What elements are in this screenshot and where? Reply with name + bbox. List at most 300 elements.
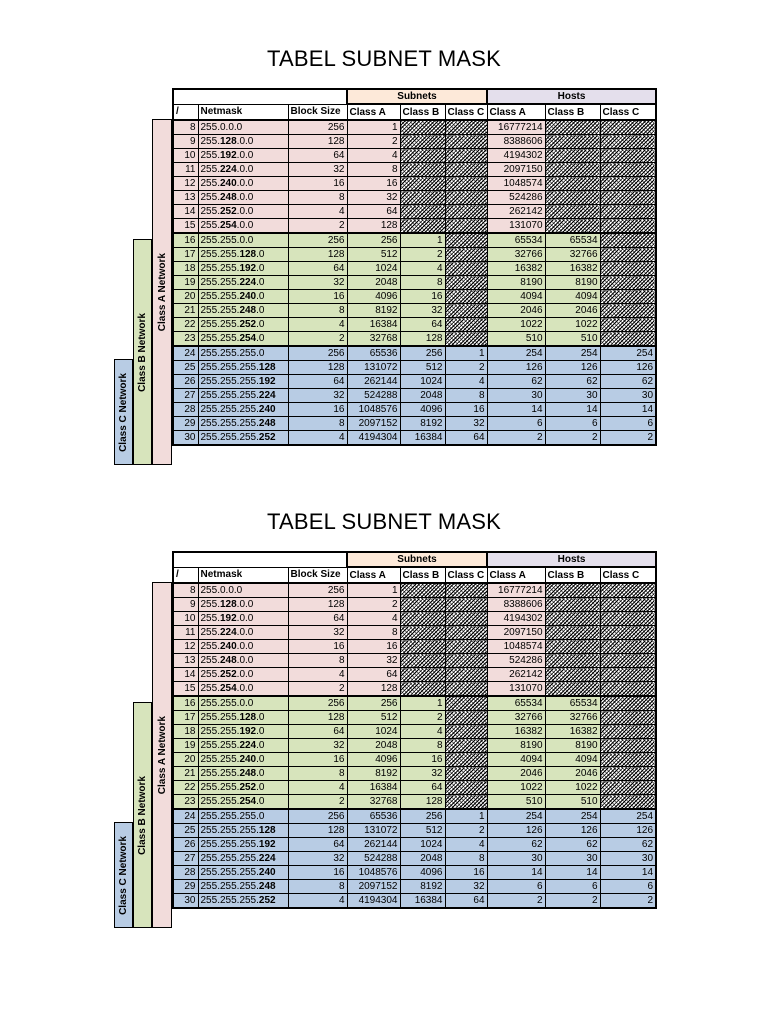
hosts-class-c-not-applicable (600, 795, 656, 810)
prefix-cell: 11 (173, 626, 198, 640)
block-size-cell: 64 (288, 838, 347, 852)
hosts-class-c-not-applicable (600, 219, 656, 234)
subnets-class-a-cell: 32 (347, 191, 400, 205)
block-size-cell: 128 (288, 711, 347, 725)
subnets-class-b-cell: 8 (400, 739, 445, 753)
page-title: TABEL SUBNET MASK (266, 509, 502, 534)
table-row (173, 866, 656, 880)
subnets-class-b-cell: 256 (400, 809, 445, 824)
hosts-class-a-cell: 8190 (487, 739, 545, 753)
netmask-cell: 255.0.0.0 (198, 120, 288, 135)
netmask-cell: 255.255.255.240 (198, 403, 288, 417)
network-label-text: Class A Network (156, 715, 168, 795)
hosts-class-c-not-applicable (600, 598, 656, 612)
netmask-cell: 255.252.0.0 (198, 205, 288, 219)
column-header-subnets-class-a: Class A (347, 104, 400, 120)
subnets-class-c-not-applicable (445, 290, 487, 304)
block-size-cell: 32 (288, 389, 347, 403)
subnets-class-a-cell: 16384 (347, 318, 400, 332)
subnets-class-a-cell: 512 (347, 711, 400, 725)
block-size-cell: 2 (288, 332, 347, 347)
hosts-class-a-cell: 126 (487, 361, 545, 375)
subnets-class-a-cell: 4096 (347, 753, 400, 767)
hosts-class-b-not-applicable (545, 163, 600, 177)
prefix-cell: 27 (173, 852, 198, 866)
table-row (173, 682, 656, 697)
subnets-class-c-cell: 2 (445, 361, 487, 375)
hosts-class-c-cell: 30 (600, 852, 656, 866)
subnets-class-b-cell: 32 (400, 304, 445, 318)
hosts-class-a-cell: 6 (487, 880, 545, 894)
prefix-cell: 13 (173, 654, 198, 668)
table-row (173, 894, 656, 909)
hosts-class-c-not-applicable (600, 276, 656, 290)
hosts-class-b-cell: 510 (545, 332, 600, 347)
table-row (173, 767, 656, 781)
table-row (173, 290, 656, 304)
hosts-class-b-cell: 30 (545, 389, 600, 403)
hosts-class-a-cell: 6 (487, 417, 545, 431)
table-row (173, 838, 656, 852)
block-size-cell: 128 (288, 361, 347, 375)
subnets-class-c-not-applicable (445, 233, 487, 248)
subnets-class-c-not-applicable (445, 696, 487, 711)
column-header-prefix: / (173, 104, 198, 120)
subnets-class-c-not-applicable (445, 795, 487, 810)
subnets-class-c-not-applicable (445, 711, 487, 725)
prefix-cell: 28 (173, 866, 198, 880)
table-row (173, 654, 656, 668)
netmask-cell: 255.254.0.0 (198, 219, 288, 234)
subnets-class-b-not-applicable (400, 640, 445, 654)
subnets-class-c-not-applicable (445, 682, 487, 697)
subnet-mask-table (172, 551, 657, 909)
subnets-class-c-not-applicable (445, 205, 487, 219)
network-label-text: Class C Network (118, 835, 129, 915)
prefix-cell: 24 (173, 346, 198, 361)
hosts-class-b-cell: 254 (545, 809, 600, 824)
hosts-class-b-cell: 1022 (545, 781, 600, 795)
hosts-class-b-cell: 32766 (545, 711, 600, 725)
subnets-class-b-cell: 4 (400, 262, 445, 276)
hosts-class-a-cell: 524286 (487, 654, 545, 668)
hosts-class-c-not-applicable (600, 654, 656, 668)
table-row (173, 219, 656, 234)
subnets-class-a-cell: 128 (347, 682, 400, 697)
column-header-row (173, 104, 656, 120)
hosts-class-b-cell: 2046 (545, 304, 600, 318)
table-row (173, 304, 656, 318)
netmask-cell: 255.255.255.192 (198, 838, 288, 852)
subnets-class-b-cell: 16 (400, 290, 445, 304)
table-row (173, 598, 656, 612)
block-size-cell: 4 (288, 318, 347, 332)
prefix-cell: 30 (173, 431, 198, 446)
subnets-class-c-not-applicable (445, 163, 487, 177)
subnets-class-a-cell: 2048 (347, 739, 400, 753)
prefix-cell: 20 (173, 290, 198, 304)
netmask-cell: 255.255.192.0 (198, 262, 288, 276)
subnets-class-c-cell: 64 (445, 894, 487, 909)
subnets-class-c-not-applicable (445, 668, 487, 682)
prefix-cell: 27 (173, 389, 198, 403)
table-row (173, 262, 656, 276)
prefix-cell: 12 (173, 177, 198, 191)
column-header-subnets-class-c: Class C (445, 104, 487, 120)
hosts-class-c-not-applicable (600, 767, 656, 781)
hosts-class-c-cell: 254 (600, 809, 656, 824)
hosts-class-c-cell: 2 (600, 431, 656, 446)
subnet-mask-table (172, 88, 657, 446)
hosts-class-a-cell: 510 (487, 795, 545, 810)
table-row (173, 135, 656, 149)
subnets-class-c-cell: 64 (445, 431, 487, 446)
block-size-cell: 16 (288, 753, 347, 767)
subnets-class-a-cell: 262144 (347, 375, 400, 389)
hosts-class-b-cell: 254 (545, 346, 600, 361)
hosts-class-c-not-applicable (600, 205, 656, 219)
hosts-class-c-not-applicable (600, 120, 656, 135)
subnets-class-b-not-applicable (400, 626, 445, 640)
subnets-class-b-cell: 2048 (400, 389, 445, 403)
hosts-class-a-cell: 1022 (487, 781, 545, 795)
hosts-class-a-cell: 524286 (487, 191, 545, 205)
subnets-class-a-cell: 2097152 (347, 880, 400, 894)
table-row (173, 431, 656, 446)
prefix-cell: 14 (173, 668, 198, 682)
hosts-class-a-cell: 262142 (487, 205, 545, 219)
block-size-cell: 16 (288, 866, 347, 880)
column-header-hosts-class-b: Class B (545, 567, 600, 583)
hosts-class-b-cell: 6 (545, 417, 600, 431)
hosts-class-c-not-applicable (600, 640, 656, 654)
hosts-class-a-cell: 62 (487, 375, 545, 389)
column-header-hosts-class-c: Class C (600, 567, 656, 583)
prefix-cell: 16 (173, 696, 198, 711)
subnets-class-a-cell: 512 (347, 248, 400, 262)
hosts-class-a-cell: 2046 (487, 767, 545, 781)
prefix-cell: 17 (173, 248, 198, 262)
subnets-class-b-not-applicable (400, 191, 445, 205)
hosts-class-b-cell: 65534 (545, 696, 600, 711)
subnets-header: Subnets (347, 89, 487, 104)
subnets-class-c-cell: 8 (445, 852, 487, 866)
hosts-class-b-cell: 6 (545, 880, 600, 894)
subnets-class-a-cell: 2048 (347, 276, 400, 290)
block-size-cell: 8 (288, 880, 347, 894)
subnets-class-c-not-applicable (445, 626, 487, 640)
subnets-class-a-cell: 1024 (347, 725, 400, 739)
block-size-cell: 256 (288, 696, 347, 711)
block-size-cell: 2 (288, 219, 347, 234)
subnets-class-b-cell: 8192 (400, 880, 445, 894)
netmask-cell: 255.255.248.0 (198, 767, 288, 781)
hosts-class-c-not-applicable (600, 304, 656, 318)
hosts-class-a-cell: 4094 (487, 753, 545, 767)
hosts-class-b-cell: 62 (545, 375, 600, 389)
subnets-class-a-cell: 262144 (347, 838, 400, 852)
hosts-class-b-not-applicable (545, 205, 600, 219)
subnets-class-a-cell: 16384 (347, 781, 400, 795)
hosts-class-a-cell: 30 (487, 389, 545, 403)
prefix-cell: 28 (173, 403, 198, 417)
hosts-class-b-cell: 8190 (545, 276, 600, 290)
hosts-class-b-cell: 1022 (545, 318, 600, 332)
subnets-class-a-cell: 8 (347, 163, 400, 177)
block-size-cell: 16 (288, 403, 347, 417)
hosts-class-c-cell: 126 (600, 824, 656, 838)
hosts-class-c-not-applicable (600, 739, 656, 753)
subnets-class-a-cell: 4194304 (347, 894, 400, 909)
network-label-text: Class A Network (156, 252, 168, 332)
block-size-cell: 8 (288, 417, 347, 431)
hosts-class-b-not-applicable (545, 668, 600, 682)
hosts-class-b-not-applicable (545, 682, 600, 697)
subnets-class-c-not-applicable (445, 739, 487, 753)
table-row (173, 696, 656, 711)
prefix-cell: 14 (173, 205, 198, 219)
hosts-class-a-cell: 1048574 (487, 640, 545, 654)
subnets-class-a-cell: 1024 (347, 262, 400, 276)
subnets-class-b-cell: 1 (400, 696, 445, 711)
subnets-class-a-cell: 16 (347, 177, 400, 191)
hosts-class-b-cell: 126 (545, 361, 600, 375)
hosts-class-c-cell: 6 (600, 880, 656, 894)
block-size-cell: 128 (288, 248, 347, 262)
subnet-mask-sheet (0, 44, 768, 474)
column-header-subnets-class-b: Class B (400, 567, 445, 583)
network-label-text: Class B Network (137, 775, 148, 855)
netmask-cell: 255.255.248.0 (198, 304, 288, 318)
netmask-cell: 255.255.224.0 (198, 739, 288, 753)
table-row (173, 149, 656, 163)
table-row (173, 205, 656, 219)
hosts-class-a-cell: 2 (487, 431, 545, 446)
hosts-header: Hosts (487, 552, 656, 567)
hosts-class-c-not-applicable (600, 682, 656, 697)
netmask-cell: 255.255.255.224 (198, 852, 288, 866)
table-row (173, 612, 656, 626)
table-row (173, 120, 656, 135)
table-row (173, 417, 656, 431)
subnets-class-b-not-applicable (400, 149, 445, 163)
subnets-class-c-cell: 8 (445, 389, 487, 403)
column-header-hosts-class-a: Class A (487, 104, 545, 120)
block-size-cell: 32 (288, 163, 347, 177)
column-header-row (173, 567, 656, 583)
block-size-cell: 8 (288, 767, 347, 781)
netmask-cell: 255.255.255.128 (198, 824, 288, 838)
subnets-header: Subnets (347, 552, 487, 567)
subnets-class-c-not-applicable (445, 781, 487, 795)
subnets-class-a-cell: 4096 (347, 290, 400, 304)
hosts-class-b-cell: 14 (545, 866, 600, 880)
subnet-mask-sheet (0, 507, 768, 937)
hosts-class-b-cell: 65534 (545, 233, 600, 248)
subnets-class-b-not-applicable (400, 583, 445, 598)
hosts-class-c-not-applicable (600, 248, 656, 262)
netmask-cell: 255.255.252.0 (198, 781, 288, 795)
block-size-cell: 8 (288, 304, 347, 318)
subnets-class-a-cell: 2097152 (347, 417, 400, 431)
table-row (173, 361, 656, 375)
hosts-class-a-cell: 14 (487, 866, 545, 880)
prefix-cell: 12 (173, 640, 198, 654)
subnets-class-c-not-applicable (445, 304, 487, 318)
subnets-class-c-cell: 32 (445, 880, 487, 894)
subnets-class-a-cell: 8192 (347, 304, 400, 318)
subnets-class-b-cell: 256 (400, 346, 445, 361)
subnets-class-c-not-applicable (445, 332, 487, 347)
hosts-class-b-cell: 2046 (545, 767, 600, 781)
subnets-class-b-cell: 8 (400, 276, 445, 290)
subnets-class-b-cell: 4096 (400, 403, 445, 417)
header-spacer (173, 552, 347, 567)
hosts-class-b-not-applicable (545, 135, 600, 149)
netmask-cell: 255.252.0.0 (198, 668, 288, 682)
table-row (173, 346, 656, 361)
hosts-class-a-cell: 1048574 (487, 177, 545, 191)
hosts-class-a-cell: 2 (487, 894, 545, 909)
subnets-class-a-cell: 64 (347, 205, 400, 219)
subnets-class-c-not-applicable (445, 191, 487, 205)
block-size-cell: 4 (288, 668, 347, 682)
hosts-class-c-cell: 14 (600, 403, 656, 417)
hosts-class-c-not-applicable (600, 725, 656, 739)
block-size-cell: 64 (288, 149, 347, 163)
prefix-cell: 9 (173, 598, 198, 612)
netmask-cell: 255.255.0.0 (198, 696, 288, 711)
prefix-cell: 15 (173, 219, 198, 234)
hosts-class-c-not-applicable (600, 318, 656, 332)
hosts-class-a-cell: 126 (487, 824, 545, 838)
prefix-cell: 21 (173, 304, 198, 318)
prefix-cell: 30 (173, 894, 198, 909)
hosts-class-c-not-applicable (600, 332, 656, 347)
subnets-class-b-not-applicable (400, 219, 445, 234)
subnets-class-a-cell: 32 (347, 654, 400, 668)
block-size-cell: 2 (288, 682, 347, 697)
column-header-subnets-class-c: Class C (445, 567, 487, 583)
netmask-cell: 255.255.255.0 (198, 346, 288, 361)
subnets-class-c-cell: 1 (445, 346, 487, 361)
netmask-cell: 255.224.0.0 (198, 163, 288, 177)
table-row (173, 626, 656, 640)
hosts-class-a-cell: 62 (487, 838, 545, 852)
hosts-class-c-not-applicable (600, 163, 656, 177)
hosts-class-a-cell: 32766 (487, 711, 545, 725)
netmask-cell: 255.255.192.0 (198, 725, 288, 739)
netmask-cell: 255.248.0.0 (198, 191, 288, 205)
hosts-class-c-not-applicable (600, 753, 656, 767)
block-size-cell: 32 (288, 852, 347, 866)
column-header-netmask: Netmask (198, 567, 288, 583)
hosts-class-b-not-applicable (545, 654, 600, 668)
subnets-class-b-cell: 2 (400, 248, 445, 262)
netmask-cell: 255.192.0.0 (198, 149, 288, 163)
hosts-class-b-not-applicable (545, 149, 600, 163)
subnets-class-c-not-applicable (445, 318, 487, 332)
subnets-class-b-cell: 1024 (400, 375, 445, 389)
subnets-class-a-cell: 131072 (347, 824, 400, 838)
subnets-class-c-cell: 2 (445, 824, 487, 838)
table-row (173, 191, 656, 205)
column-header-block-size: Block Size (288, 567, 347, 583)
netmask-cell: 255.128.0.0 (198, 598, 288, 612)
subnets-class-a-cell: 1048576 (347, 866, 400, 880)
subnets-class-a-cell: 4 (347, 149, 400, 163)
hosts-class-b-not-applicable (545, 626, 600, 640)
hosts-class-b-cell: 32766 (545, 248, 600, 262)
subnets-class-c-not-applicable (445, 583, 487, 598)
netmask-cell: 255.192.0.0 (198, 612, 288, 626)
hosts-class-a-cell: 1022 (487, 318, 545, 332)
block-size-cell: 16 (288, 640, 347, 654)
hosts-class-c-cell: 62 (600, 375, 656, 389)
network-label-text: Class C Network (118, 372, 129, 452)
column-header-subnets-class-b: Class B (400, 104, 445, 120)
prefix-cell: 18 (173, 725, 198, 739)
prefix-cell: 13 (173, 191, 198, 205)
subnets-class-c-not-applicable (445, 248, 487, 262)
subnets-class-c-not-applicable (445, 640, 487, 654)
subnets-class-c-not-applicable (445, 135, 487, 149)
netmask-cell: 255.255.254.0 (198, 332, 288, 347)
subnets-class-b-cell: 512 (400, 361, 445, 375)
subnets-class-b-cell: 4096 (400, 866, 445, 880)
prefix-cell: 10 (173, 149, 198, 163)
hosts-class-b-cell: 4094 (545, 753, 600, 767)
subnets-class-c-not-applicable (445, 262, 487, 276)
table-row (173, 725, 656, 739)
hosts-class-a-cell: 30 (487, 852, 545, 866)
netmask-cell: 255.255.224.0 (198, 276, 288, 290)
hosts-class-b-cell: 510 (545, 795, 600, 810)
prefix-cell: 18 (173, 262, 198, 276)
class-a-network-label (152, 582, 172, 928)
block-size-cell: 128 (288, 135, 347, 149)
subnets-class-a-cell: 8192 (347, 767, 400, 781)
table-row (173, 318, 656, 332)
subnets-class-a-cell: 524288 (347, 852, 400, 866)
subnets-class-a-cell: 1 (347, 120, 400, 135)
hosts-class-c-not-applicable (600, 612, 656, 626)
subnets-class-c-cell: 4 (445, 375, 487, 389)
prefix-cell: 26 (173, 375, 198, 389)
subnets-class-b-cell: 1 (400, 233, 445, 248)
hosts-class-b-cell: 4094 (545, 290, 600, 304)
prefix-cell: 21 (173, 767, 198, 781)
prefix-cell: 16 (173, 233, 198, 248)
header-spacer (173, 89, 347, 104)
block-size-cell: 256 (288, 583, 347, 598)
subnets-class-a-cell: 2 (347, 135, 400, 149)
table-row (173, 824, 656, 838)
netmask-cell: 255.255.255.252 (198, 431, 288, 446)
subnets-class-b-not-applicable (400, 654, 445, 668)
block-size-cell: 256 (288, 809, 347, 824)
subnets-class-b-cell: 4 (400, 725, 445, 739)
table-row (173, 276, 656, 290)
table-row (173, 711, 656, 725)
prefix-cell: 19 (173, 739, 198, 753)
column-header-hosts-class-c: Class C (600, 104, 656, 120)
table-row (173, 668, 656, 682)
subnets-class-b-not-applicable (400, 205, 445, 219)
subnets-class-c-not-applicable (445, 612, 487, 626)
block-size-cell: 4 (288, 894, 347, 909)
netmask-cell: 255.255.255.240 (198, 866, 288, 880)
